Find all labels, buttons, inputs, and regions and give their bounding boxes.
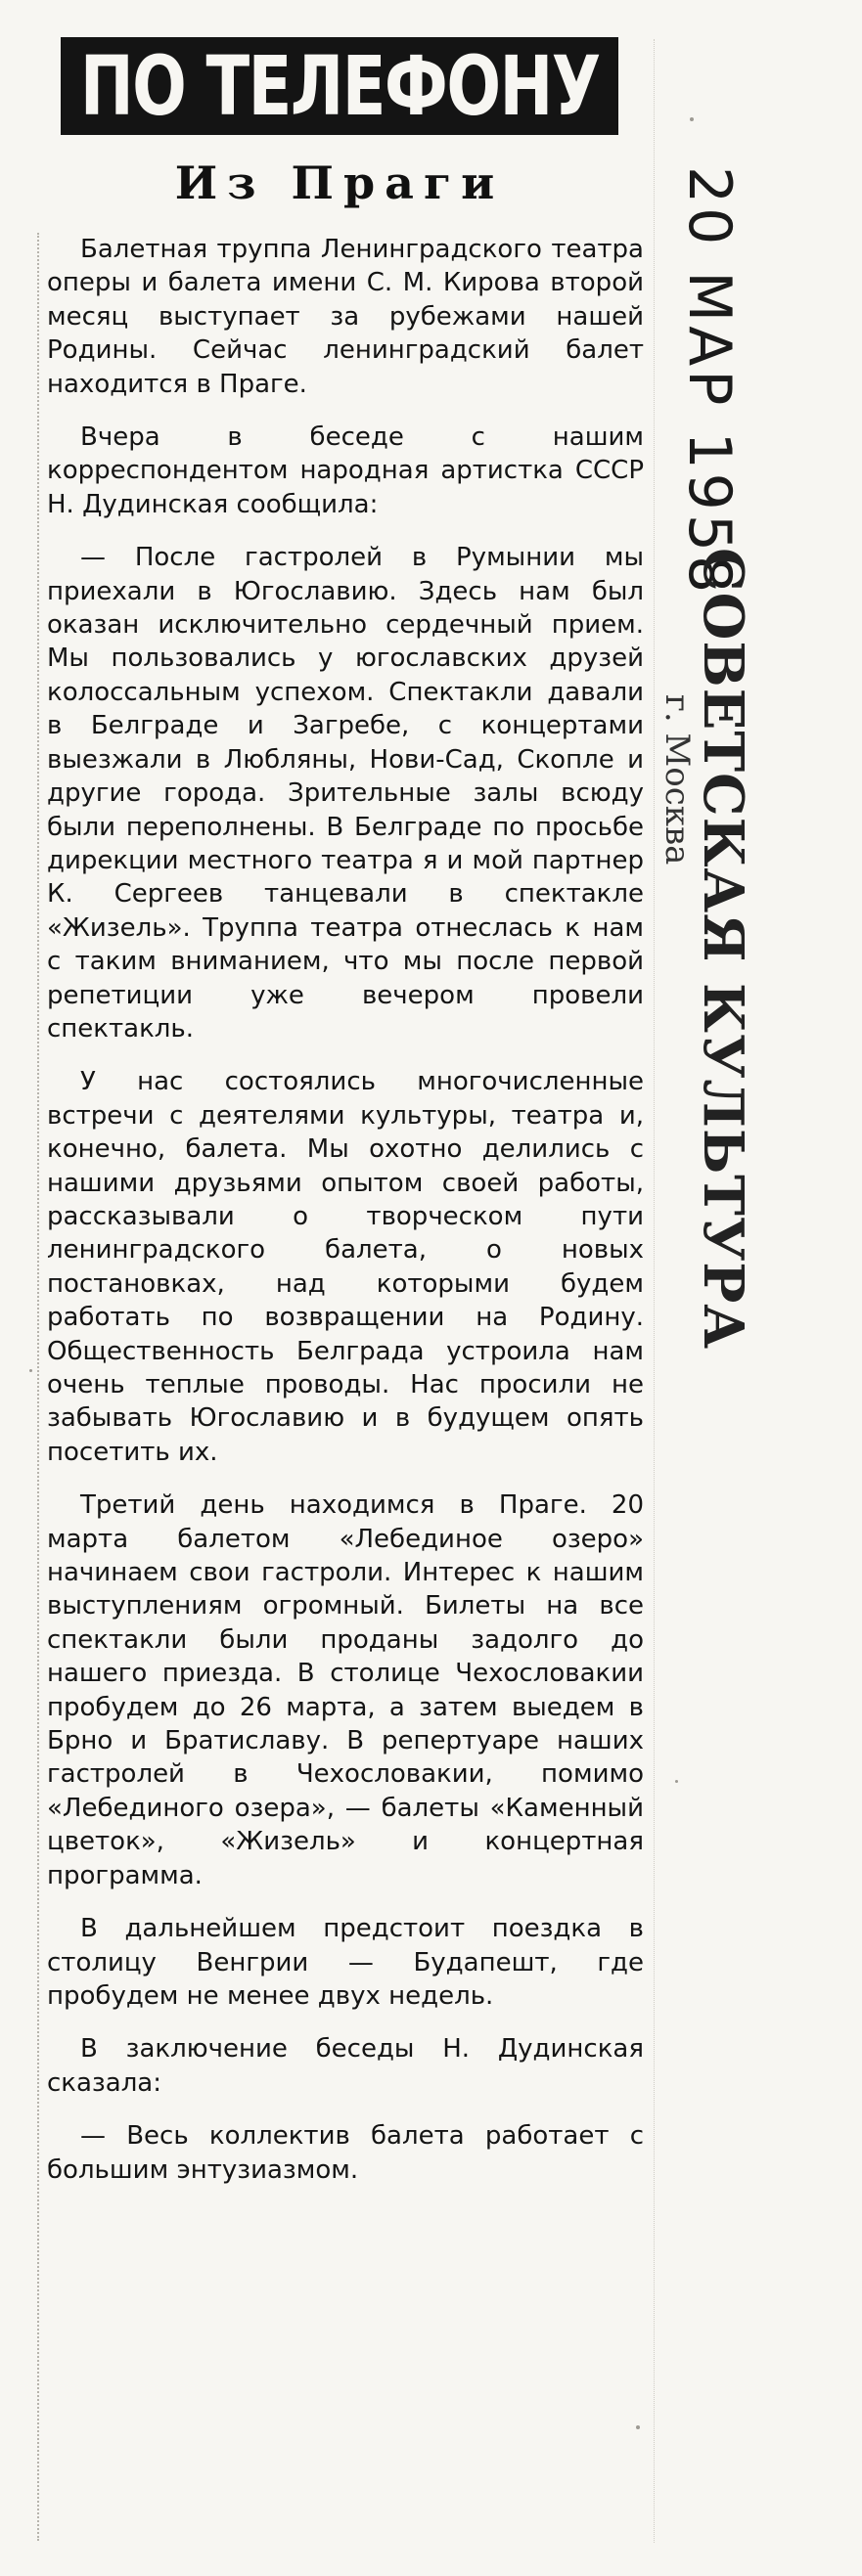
newspaper-stamp: СОВЕТСКАЯ КУЛЬТУРА <box>691 548 755 1350</box>
article-paragraph-5: Третий день находимся в Праге. 20 марта балетом «Лебединое озеро» начинаем свои гастроли. Интерес к нашим выступлениям огромный. Билеты на все спектакли были проданы задолго до нашего приезда. В столице Чехословакии пробудем до 26 марта, а затем выедем в Брно и Братиславу. В репертуаре наших гастролей в Чехословакии, помимо «Лебединого озера», — балеты «Каменный цветок», «Жизель» и концертная программа. <box>47 1490 644 1890</box>
article-body <box>47 233 644 2206</box>
rubric-banner <box>61 37 618 135</box>
article-paragraph-6: В дальнейшем предстоит поездка в столицу Венгрии — Будапешт, где пробудем не менее двух недель. <box>47 1914 644 2011</box>
rubric-text: ПО ТЕЛЕФОНУ <box>79 38 600 134</box>
article-paragraph-3: — После гастролей в Румынии мы приехали в Югославию. Здесь нам был оказан исключительно сердечный прием. Мы пользовались у югославских друзей колоссальным успехом. Спектакли давали в Белграде и Загребе, с концертами выезжали в Любляны, Нови-Сад, Скопле и другие города. Зрительные залы всюду были переполнены. В Белграде по просьбе дирекции местного театра я и мой партнер К. Сергеев танцевали в спектакле «Жизель». Труппа театра отнеслась к нам с таким вниманием, что мы после первой репетиции уже вечером провели спектакль. <box>47 543 644 1044</box>
article-paragraph-8: — Весь коллектив балета работает с большим энтузиазмом. <box>47 2121 644 2185</box>
paper-speck <box>675 1780 678 1783</box>
paper-speck <box>690 117 694 121</box>
paper-speck <box>636 2425 640 2429</box>
date-stamp: 20 МАР 1958 <box>675 166 744 598</box>
right-column-rule <box>654 39 655 2543</box>
article-paragraph-1: Балетная труппа Ленинградского театра оперы и балета имени С. М. Кирова второй месяц выступает за рубежами нашей Родины. Сейчас ленинградский балет находится в Праге. <box>47 235 644 399</box>
paper-speck <box>29 1369 32 1372</box>
left-column-rule <box>37 233 39 2541</box>
article-paragraph-2: Вчера в беседе с нашим корреспондентом народная артистка СССР Н. Дудинская сообщила: <box>47 422 644 519</box>
city-stamp: г. Москва <box>658 694 697 866</box>
article-title: Из Праги <box>174 156 505 209</box>
article-paragraph-4: У нас состоялись многочисленные встречи с деятелями культуры, театра и, конечно, балета. Мы охотно делились с нашими друзьями опытом своей работы, рассказывали о творческом пути ленинградского балета, о новых постановках, над которыми будем работать по возвращении на Родину. Общественность Белграда устроила нам очень теплые проводы. Нас просили не забывать Югославию и в будущем опять посетить их. <box>47 1067 644 1467</box>
article-paragraph-7: В заключение беседы Н. Дудинская сказала: <box>47 2034 644 2098</box>
